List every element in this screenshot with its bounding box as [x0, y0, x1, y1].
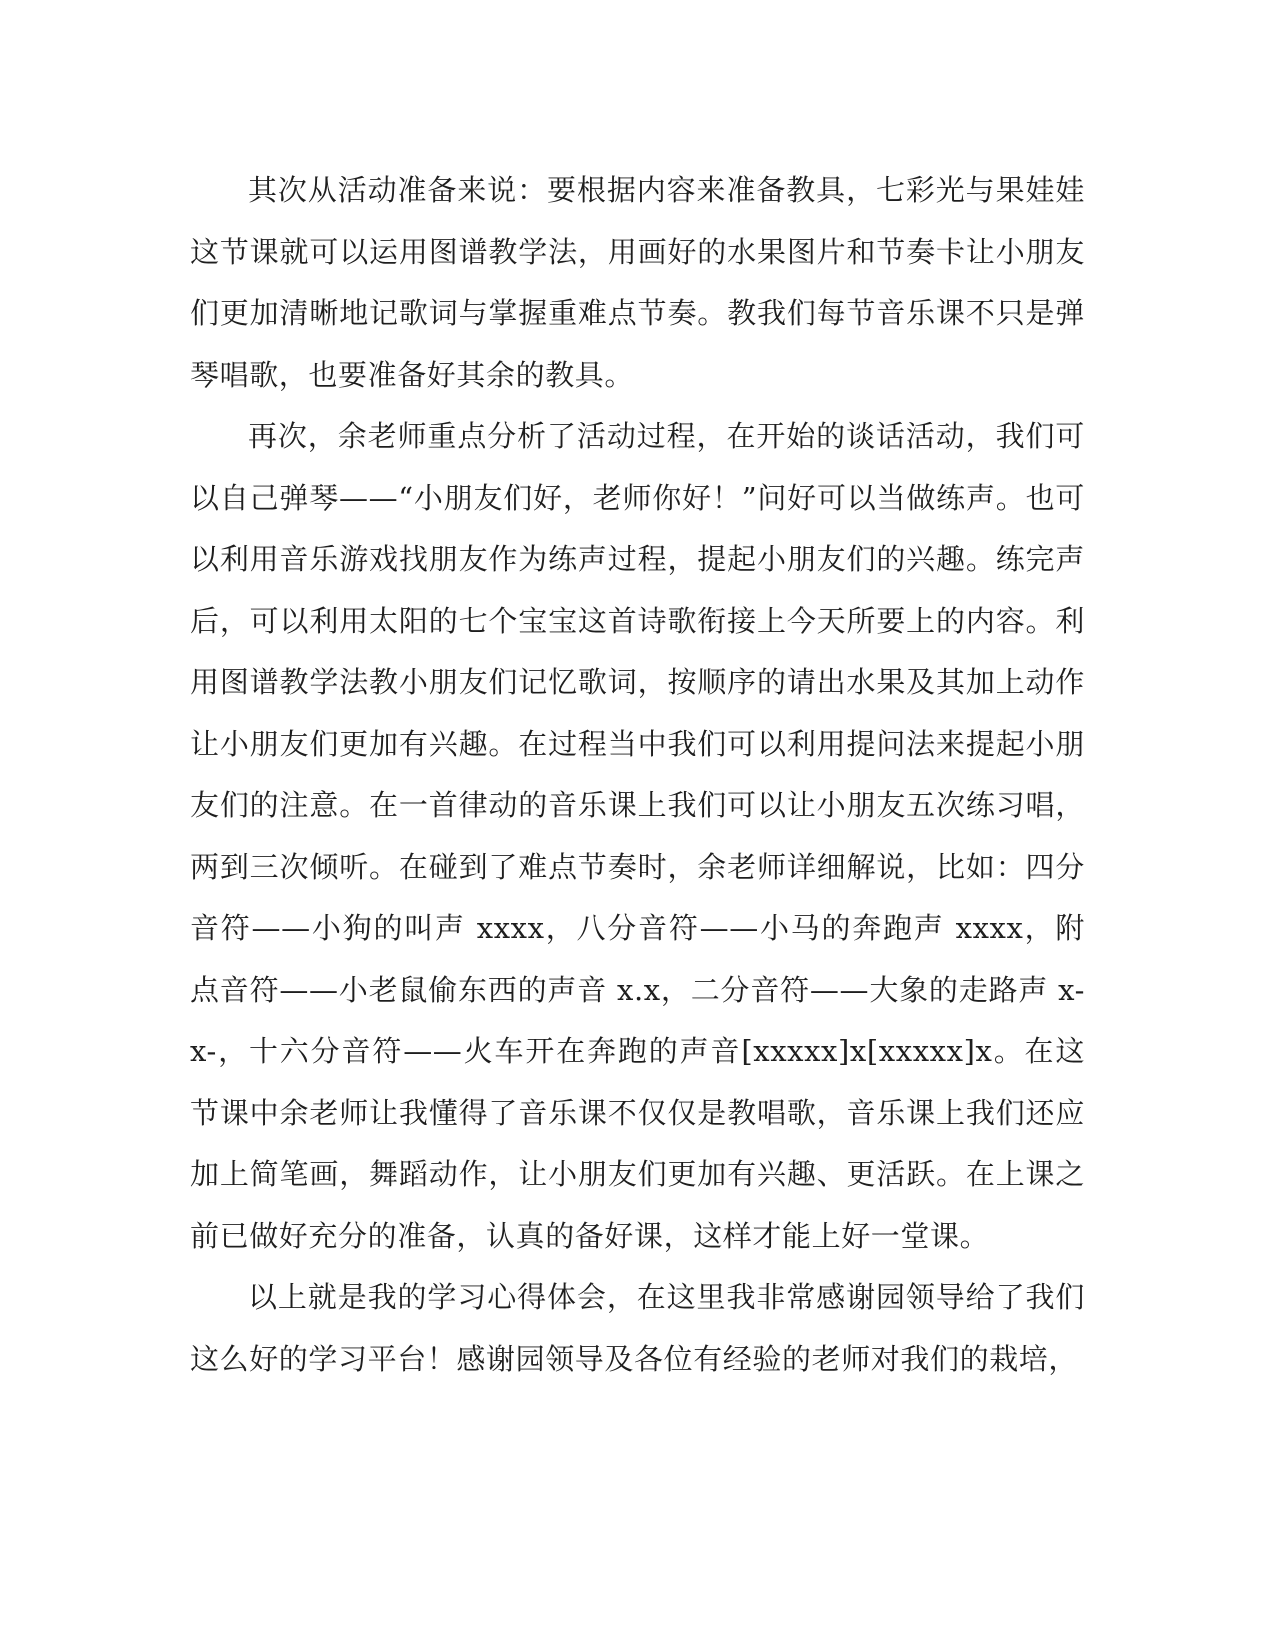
document-body	[190, 160, 1085, 1390]
paragraph-activity-preparation: 其次从活动准备来说：要根据内容来准备教具，七彩光与果娃娃这节课就可以运用图谱教学法，用画好的水果图片和节奏卡让小朋友们更加清晰地记歌词与掌握重难点节奏。教我们每节音乐课不只是弹琴唱歌，也要准备好其余的教具。	[190, 173, 1085, 392]
paragraph-closing-thanks: 以上就是我的学习心得体会，在这里我非常感谢园领导给了我们这么好的学习平台！感谢园领导及各位有经验的老师对我们的栽培，	[190, 1280, 1085, 1376]
paragraph-activity-process: 再次，余老师重点分析了活动过程，在开始的谈话活动，我们可以自己弹琴——“小朋友们好，老师你好！”问好可以当做练声。也可以利用音乐游戏找朋友作为练声过程，提起小朋友们的兴趣。练完声后，可以利用太阳的七个宝宝这首诗歌衔接上今天所要上的内容。利用图谱教学法教小朋友们记忆歌词，按顺序的请出水果及其加上动作让小朋友们更加有兴趣。在过程当中我们可以利用提问法来提起小朋友们的注意。在一首律动的音乐课上我们可以让小朋友五次练习唱，两到三次倾听。在碰到了难点节奏时，余老师详细解说，比如：四分音符——小狗的叫声 xxxx，八分音符——小马的奔跑声 xxxx，附点音符——小老鼠偷东西的声音 x.x，二分音符——大象的走路声 x-x-，十六分音符——火车开在奔跑的声音[xxxxx]x[xxxxx]x。在这节课中余老师让我懂得了音乐课不仅仅是教唱歌，音乐课上我们还应加上简笔画，舞蹈动作，让小朋友们更加有兴趣、更活跃。在上课之前已做好充分的准备，认真的备好课，这样才能上好一堂课。	[190, 419, 1085, 1253]
